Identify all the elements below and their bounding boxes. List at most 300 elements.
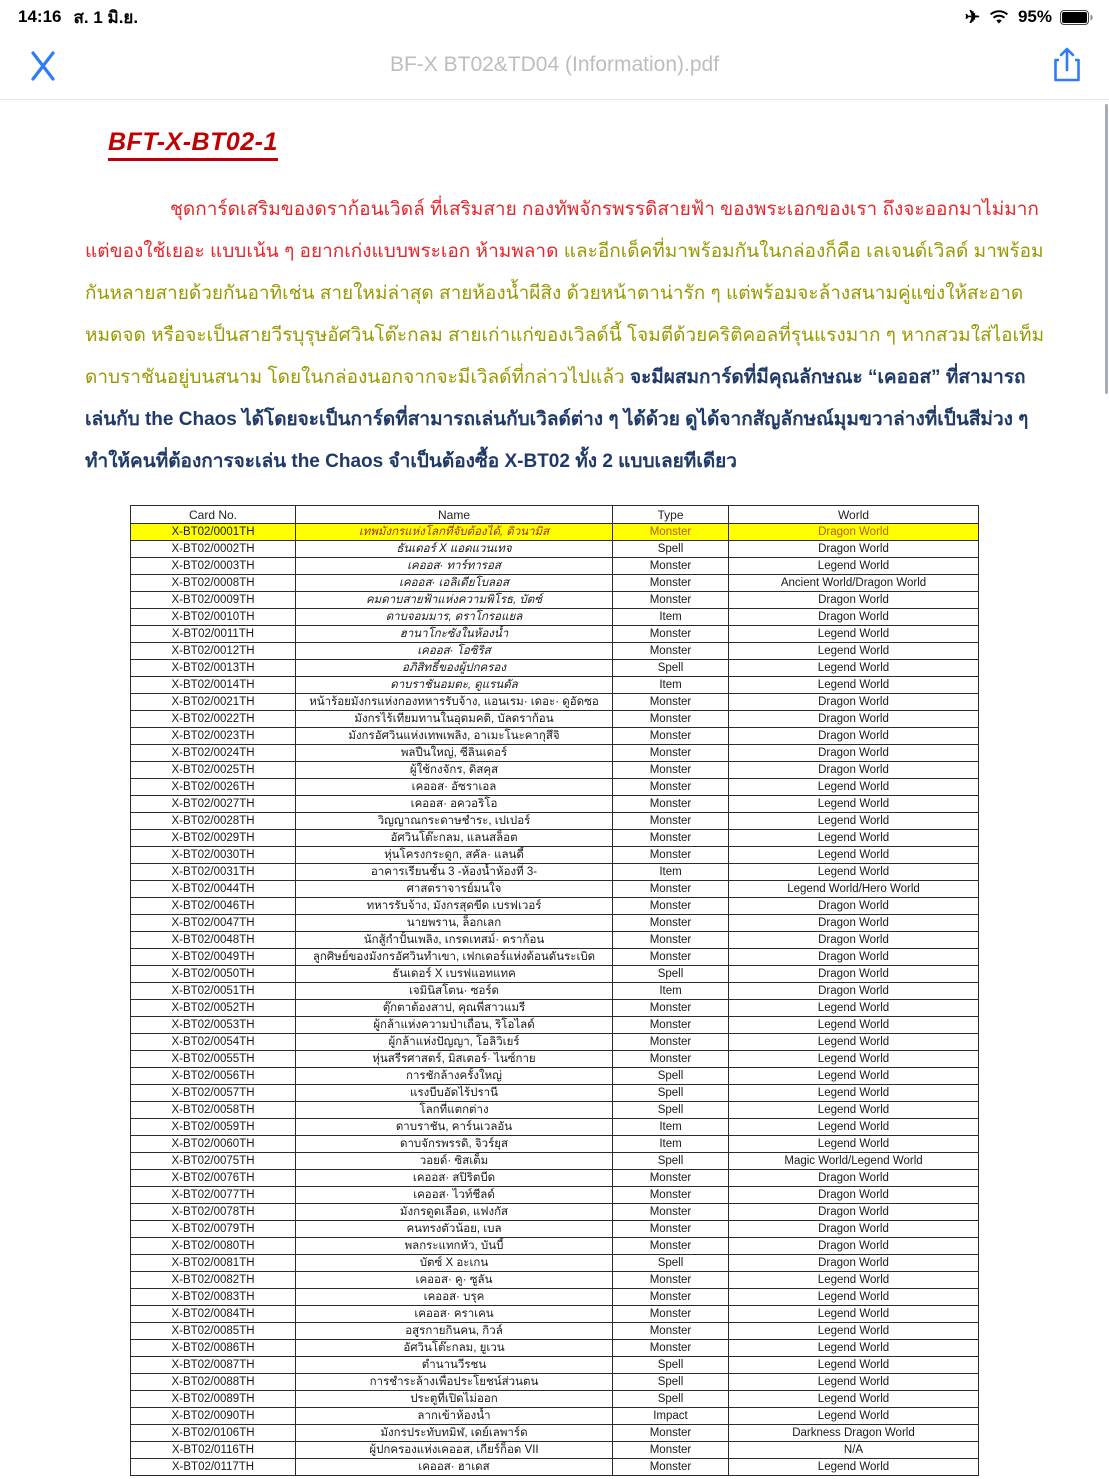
card-no-cell: X-BT02/0049TH [131,949,296,966]
world-cell: Legend World/Hero World [729,881,979,898]
world-cell: Legend World [729,1289,979,1306]
battery-icon [1060,10,1093,25]
card-no-cell: X-BT02/0106TH [131,1425,296,1442]
name-cell: มังกรดูดเลือด, แฟงกัส [296,1204,613,1221]
world-cell: Legend World [729,864,979,881]
table-row [131,1153,979,1170]
table-row [131,592,979,609]
type-cell: Item [613,1119,729,1136]
type-cell: Monster [613,694,729,711]
type-cell: Monster [613,1272,729,1289]
table-row [131,762,979,779]
name-cell: นักสู้กำปั้นเพลิง, เกรดเทสม์· ดราก้อน [296,932,613,949]
table-row [131,864,979,881]
table-row [131,524,979,541]
card-no-cell: X-BT02/0025TH [131,762,296,779]
table-row [131,711,979,728]
pdf-viewer-toolbar [0,30,1109,100]
table-row [131,677,979,694]
world-cell: Dragon World [729,898,979,915]
type-cell: Item [613,1136,729,1153]
type-cell: Monster [613,643,729,660]
type-cell: Monster [613,1204,729,1221]
paragraph-segment: the Chaos [144,409,237,430]
type-cell: Monster [613,1170,729,1187]
name-cell: หุ่นโครงกระดูก, สคัล· แลนดี้ [296,847,613,864]
world-cell: Legend World [729,558,979,575]
paragraph-segment: X-BT02 [504,451,570,472]
name-cell: ศาสตราจารย์มนใจ [296,881,613,898]
type-cell: Monster [613,1340,729,1357]
type-cell: Monster [613,1000,729,1017]
table-row [131,830,979,847]
world-cell: Legend World [729,779,979,796]
world-cell: Legend World [729,796,979,813]
card-no-cell: X-BT02/0060TH [131,1136,296,1153]
card-no-cell: X-BT02/0056TH [131,1068,296,1085]
card-no-cell: X-BT02/0081TH [131,1255,296,1272]
type-cell: Monster [613,1425,729,1442]
table-row [131,1187,979,1204]
type-cell: Monster [613,813,729,830]
table-row [131,898,979,915]
paragraph-segment: และอีกเด็คที่มาพร้อมกันในกล่องก็คือ เลเจนด์เวิลด์ มาพร้อมกันหลายสายด้วยกันอาทิเช่น สายใหม่ล่าสุด สายห้องน้ำผีสิง ด้วยหน้าตาน่ารัก ๆ แต่พร้อมจะล้างสนามคู่แข่งให้สะอาดหมดจด หรือจะเป็นสายวีรบุรุษอัศวินโต๊ะกลม สายเก่าแก่ของเวิลด์นี้ โจมตีด้วยคริติคอลที่รุนแรงมาก ๆ หากสวมใส่ไอเท็ม ดาบราชันอยู่บนสนาม โดยในกล่องนอกจากจะมีเวิลด์ที่กล่าวไปแล้ว [85,241,1045,388]
card-no-cell: X-BT02/0011TH [131,626,296,643]
table-row [131,1272,979,1289]
world-cell: Dragon World [729,609,979,626]
airplane-mode-icon: ✈ [964,7,980,27]
world-cell: Legend World [729,813,979,830]
battery-percent-label: 95% [1017,7,1052,26]
name-cell: มังกรไร้เทียมทานในอุดมคติ, บัลดราก้อน [296,711,613,728]
table-row [131,1238,979,1255]
table-row [131,1017,979,1034]
type-cell: Spell [613,1068,729,1085]
card-no-cell: X-BT02/0053TH [131,1017,296,1034]
paragraph-segment: ชุดการ์ดเสริมของดราก้อนเวิดล์ ที่เสริมสาย กองทัพจักรพรรดิสายฟ้า ของพระเอกของเรา ถึงจะออกมาไม่มาก แต่ของใช้เยอะ แบบเน้น ๆ อยากเก่งแบบพระเอก ห้ามพลาด [85,199,1039,262]
paragraph-segment: จำเป็นต้องซื้อ [383,451,505,472]
table-row [131,1136,979,1153]
world-cell: Dragon World [729,932,979,949]
card-no-cell: X-BT02/0022TH [131,711,296,728]
type-cell: Monster [613,1187,729,1204]
type-cell: Monster [613,1051,729,1068]
world-cell: Dragon World [729,762,979,779]
name-cell: ตุ๊กตาต้องสาป, คุณพี่สาวแมรี [296,1000,613,1017]
name-cell: ดาบจักรพรรดิ, จิวร์ยุส [296,1136,613,1153]
type-cell: Monster [613,847,729,864]
type-cell: Item [613,983,729,1000]
name-cell: มังกรอัศวินแห่งเทพเพลิง, อาเมะโนะคากุสึจิ [296,728,613,745]
table-row [131,1000,979,1017]
card-no-cell: X-BT02/0024TH [131,745,296,762]
card-no-cell: X-BT02/0050TH [131,966,296,983]
world-cell: Legend World [729,1357,979,1374]
name-cell: อัศวินโต๊ะกลม, ยูเวน [296,1340,613,1357]
world-cell: Dragon World [729,1221,979,1238]
section-heading: BFT-X-BT02-1 [108,128,278,161]
card-no-cell: X-BT02/0031TH [131,864,296,881]
card-no-cell: X-BT02/0044TH [131,881,296,898]
card-no-cell: X-BT02/0087TH [131,1357,296,1374]
name-cell: ฮานาโกะซังในห้องน้ำ [296,626,613,643]
type-cell: Spell [613,1085,729,1102]
scrollbar[interactable] [1105,104,1108,394]
card-no-cell: X-BT02/0054TH [131,1034,296,1051]
name-cell: วอยด์· ซิสเต็ม [296,1153,613,1170]
table-row [131,1119,979,1136]
status-bar [0,0,1109,30]
table-row [131,694,979,711]
world-cell: Legend World [729,1051,979,1068]
type-cell: Monster [613,711,729,728]
name-cell: เคออส· สปิริตบีด [296,1170,613,1187]
card-no-cell: X-BT02/0003TH [131,558,296,575]
card-no-cell: X-BT02/0028TH [131,813,296,830]
world-cell: Legend World [729,830,979,847]
name-cell: ลูกศิษย์ของมังกรอัศวินทำเขา, เฟกเดอร์แห่งด้อนดันระเบิด [296,949,613,966]
world-cell: Dragon World [729,592,979,609]
world-cell: Legend World [729,1017,979,1034]
type-cell: Monster [613,558,729,575]
name-cell: ผู้ปกครองแห่งเคออส, เกียร์ก็อด VII [296,1442,613,1459]
table-row [131,983,979,1000]
type-cell: Monster [613,745,729,762]
table-row [131,881,979,898]
type-cell: Monster [613,592,729,609]
type-cell: Monster [613,830,729,847]
type-cell: Spell [613,1255,729,1272]
name-cell: นายพราน, ล็อกเลก [296,915,613,932]
type-cell: Spell [613,660,729,677]
world-cell: Ancient World/Dragon World [729,575,979,592]
table-row [131,626,979,643]
card-no-cell: X-BT02/0021TH [131,694,296,711]
table-row [131,1459,979,1476]
type-cell: Monster [613,949,729,966]
world-cell: Magic World/Legend World [729,1153,979,1170]
pdf-page [0,100,1109,1476]
paragraph-segment: ทั้ง 2 แบบเลยทีเดียว [569,451,737,472]
name-cell: อภิสิทธิ์ของผู้ปกครอง [296,660,613,677]
card-no-cell: X-BT02/0030TH [131,847,296,864]
world-cell: Dragon World [729,745,979,762]
world-cell: Legend World [729,1459,979,1476]
table-row [131,1306,979,1323]
table-row [131,1170,979,1187]
table-row [131,932,979,949]
close-icon[interactable] [26,48,60,82]
name-cell: เคออส· คราเคน [296,1306,613,1323]
world-cell: N/A [729,1442,979,1459]
table-row [131,1204,979,1221]
type-cell: Spell [613,1153,729,1170]
table-row [131,1425,979,1442]
world-cell: Legend World [729,1374,979,1391]
table-row [131,1221,979,1238]
table-row [131,1102,979,1119]
world-cell: Dragon World [729,949,979,966]
table-row [131,575,979,592]
name-cell: พลกระแทกหัว, บันบี้ [296,1238,613,1255]
name-cell: พลปืนใหญ่, ซีลินเดอร์ [296,745,613,762]
table-row [131,779,979,796]
type-cell: Monster [613,915,729,932]
table-row [131,558,979,575]
status-date: ส. 1 มิ.ย. [73,7,139,27]
world-cell: Legend World [729,1034,979,1051]
card-no-cell: X-BT02/0090TH [131,1408,296,1425]
world-cell: Dragon World [729,694,979,711]
name-cell: เจมินิสโตน· ซอร์ด [296,983,613,1000]
name-cell: วิญญาณกระดาษชำระ, เปเปอร์ [296,813,613,830]
name-cell: การชักล้างครั้งใหญ่ [296,1068,613,1085]
type-cell: Monster [613,932,729,949]
table-row [131,1289,979,1306]
table-row [131,1408,979,1425]
card-no-cell: X-BT02/0051TH [131,983,296,1000]
card-no-cell: X-BT02/0009TH [131,592,296,609]
card-no-cell: X-BT02/0052TH [131,1000,296,1017]
type-cell: Item [613,609,729,626]
type-cell: Spell [613,1102,729,1119]
world-cell: Dragon World [729,1170,979,1187]
world-cell: Legend World [729,1136,979,1153]
name-cell: ดาบจอมมาร, ดราโกรอแยล [296,609,613,626]
type-cell: Item [613,677,729,694]
type-cell: Monster [613,1323,729,1340]
table-row [131,915,979,932]
type-cell: Monster [613,1034,729,1051]
world-cell: Legend World [729,626,979,643]
card-no-cell: X-BT02/0088TH [131,1374,296,1391]
type-cell: Monster [613,1459,729,1476]
type-cell: Spell [613,1357,729,1374]
world-cell: Legend World [729,677,979,694]
table-row [131,1051,979,1068]
name-cell: ดาบราชันอมตะ, ดูแรนดัล [296,677,613,694]
type-cell: Monster [613,575,729,592]
card-no-cell: X-BT02/0078TH [131,1204,296,1221]
card-no-cell: X-BT02/0046TH [131,898,296,915]
type-cell: Impact [613,1408,729,1425]
paragraph-segment: จะมีผสมการ์ดที่มีคุณลักษณะ “เคออส” ที่สามารถเล่นกับ [85,367,1026,430]
table-row [131,1357,979,1374]
table-row [131,1085,979,1102]
card-no-cell: X-BT02/0014TH [131,677,296,694]
name-cell: โลกที่แตกต่าง [296,1102,613,1119]
name-cell: แรงบีบอัดไร้ปรานี [296,1085,613,1102]
name-cell: เคออส· โอซิริส [296,643,613,660]
table-row [131,1255,979,1272]
column-header-card-no: Card No. [131,506,296,524]
world-cell: Legend World [729,643,979,660]
type-cell: Item [613,864,729,881]
type-cell: Monster [613,881,729,898]
name-cell: ธันเดอร์ X แอดแวนเทจ [296,541,613,558]
world-cell: Dragon World [729,524,979,541]
type-cell: Monster [613,1289,729,1306]
card-no-cell: X-BT02/0059TH [131,1119,296,1136]
type-cell: Monster [613,1017,729,1034]
name-cell: เคออส· อัซราเอล [296,779,613,796]
world-cell: Dragon World [729,728,979,745]
world-cell: Legend World [729,1119,979,1136]
card-no-cell: X-BT02/0082TH [131,1272,296,1289]
world-cell: Legend World [729,847,979,864]
name-cell: ลากเข้าห้องน้ำ [296,1408,613,1425]
name-cell: หน้าร้อยมังกรแห่งกองทหารรับจ้าง, แอนเรม· เดอะ· ดูอัดซอ [296,694,613,711]
table-row [131,1391,979,1408]
card-no-cell: X-BT02/0055TH [131,1051,296,1068]
table-row [131,1068,979,1085]
table-row [131,847,979,864]
intro-paragraph [85,189,1045,483]
world-cell: Dragon World [729,1238,979,1255]
card-no-cell: X-BT02/0012TH [131,643,296,660]
card-no-cell: X-BT02/0023TH [131,728,296,745]
type-cell: Monster [613,898,729,915]
card-no-cell: X-BT02/0057TH [131,1085,296,1102]
name-cell: อาคารเรียนชั้น 3 -ห้องน้ำห้องที่ 3- [296,864,613,881]
world-cell: Dragon World [729,966,979,983]
world-cell: Legend World [729,1340,979,1357]
world-cell: Legend World [729,1408,979,1425]
card-no-cell: X-BT02/0001TH [131,524,296,541]
world-cell: Darkness Dragon World [729,1425,979,1442]
card-no-cell: X-BT02/0008TH [131,575,296,592]
name-cell: ผู้ใช้กงจักร, ดิสคุส [296,762,613,779]
name-cell: บัตซ์ X อะเกน [296,1255,613,1272]
table-row [131,1034,979,1051]
column-header-name: Name [296,506,613,524]
name-cell: คนทรงตัวน้อย, เบล [296,1221,613,1238]
name-cell: ผู้กล้าแห่งความป่าเถื่อน, ริโอไลด์ [296,1017,613,1034]
name-cell: อสูรกายกินคน, กิวล์ [296,1323,613,1340]
world-cell: Legend World [729,1323,979,1340]
name-cell: คมดาบสายฟ้าแห่งความพิโรธ, บัตซ์ [296,592,613,609]
type-cell: Spell [613,1391,729,1408]
name-cell: เคออส· อควอริโอ [296,796,613,813]
share-icon[interactable] [1051,46,1083,84]
name-cell: เคออส· ไวท์ชีลด์ [296,1187,613,1204]
world-cell: Legend World [729,1068,979,1085]
name-cell: ดาบราชัน, คาร์นเวลอัน [296,1119,613,1136]
card-no-cell: X-BT02/0080TH [131,1238,296,1255]
name-cell: ทหารรับจ้าง, มังกรสุดขีด เบรฟเวอร์ [296,898,613,915]
name-cell: การชำระล้างเพื่อประโยชน์ส่วนตน [296,1374,613,1391]
table-row [131,796,979,813]
table-row [131,1442,979,1459]
type-cell: Monster [613,728,729,745]
paragraph-segment: ได้โดยจะเป็นการ์ดที่สามารถเล่นกับเวิลด์ต่าง ๆ ได้ด้วย ดูได้จากสัญลักษณ์มุมขวาล่างที่เป็นสีม่วง ๆ ทำให้คนที่ต้องการจะเล่น [85,409,1029,472]
card-no-cell: X-BT02/0085TH [131,1323,296,1340]
name-cell: เคออส· ฮาเดส [296,1459,613,1476]
world-cell: Dragon World [729,915,979,932]
table-row [131,609,979,626]
card-no-cell: X-BT02/0029TH [131,830,296,847]
document-title: BF-X BT02&TD04 (Information).pdf [389,52,720,76]
type-cell: Spell [613,1374,729,1391]
card-no-cell: X-BT02/0058TH [131,1102,296,1119]
table-row [131,643,979,660]
type-cell: Monster [613,762,729,779]
world-cell: Legend World [729,1391,979,1408]
table-row [131,949,979,966]
world-cell: Dragon World [729,1187,979,1204]
world-cell: Dragon World [729,983,979,1000]
card-no-cell: X-BT02/0027TH [131,796,296,813]
card-no-cell: X-BT02/0079TH [131,1221,296,1238]
card-no-cell: X-BT02/0075TH [131,1153,296,1170]
table-row [131,1323,979,1340]
world-cell: Dragon World [729,541,979,558]
name-cell: อัศวินโต๊ะกลม, แลนสล็อต [296,830,613,847]
table-row [131,745,979,762]
card-no-cell: X-BT02/0002TH [131,541,296,558]
type-cell: Monster [613,1442,729,1459]
table-row [131,966,979,983]
world-cell: Legend World [729,660,979,677]
name-cell: หุ่นสรีรศาสตร์, มิสเตอร์· ไนซ์กาย [296,1051,613,1068]
name-cell: เคออส· เอลิเดียโบลอส [296,575,613,592]
table-row [131,541,979,558]
card-no-cell: X-BT02/0026TH [131,779,296,796]
table-row [131,660,979,677]
card-no-cell: X-BT02/0117TH [131,1459,296,1476]
name-cell: เคออส· บรุค [296,1289,613,1306]
card-no-cell: X-BT02/0089TH [131,1391,296,1408]
name-cell: เทพมังกรแห่งโลกที่จับต้องได้, ดิวนามิส [296,524,613,541]
world-cell: Dragon World [729,1204,979,1221]
name-cell: มังกรประทับทมิฬ, เดย์เลพาร์ด [296,1425,613,1442]
type-cell: Monster [613,524,729,541]
card-no-cell: X-BT02/0084TH [131,1306,296,1323]
type-cell: Monster [613,1238,729,1255]
type-cell: Monster [613,626,729,643]
card-list-table [130,505,979,1476]
table-row [131,1340,979,1357]
world-cell: Dragon World [729,1255,979,1272]
card-no-cell: X-BT02/0047TH [131,915,296,932]
name-cell: เคออส· คู· ซูลัน [296,1272,613,1289]
type-cell: Monster [613,1221,729,1238]
type-cell: Spell [613,966,729,983]
card-no-cell: X-BT02/0086TH [131,1340,296,1357]
table-header-row [131,506,979,524]
type-cell: Monster [613,796,729,813]
world-cell: Legend World [729,1102,979,1119]
type-cell: Spell [613,541,729,558]
card-no-cell: X-BT02/0077TH [131,1187,296,1204]
card-no-cell: X-BT02/0048TH [131,932,296,949]
wifi-icon [988,9,1010,26]
column-header-type: Type [613,506,729,524]
world-cell: Dragon World [729,711,979,728]
clock-time: 14:16 [18,7,62,26]
world-cell: Legend World [729,1272,979,1289]
table-row [131,1374,979,1391]
name-cell: ประตูที่เปิดไม่ออก [296,1391,613,1408]
table-row [131,728,979,745]
column-header-world: World [729,506,979,524]
world-cell: Legend World [729,1000,979,1017]
name-cell: เคออส· ทาร์ทารอส [296,558,613,575]
card-no-cell: X-BT02/0116TH [131,1442,296,1459]
card-no-cell: X-BT02/0010TH [131,609,296,626]
card-no-cell: X-BT02/0076TH [131,1170,296,1187]
type-cell: Monster [613,1306,729,1323]
